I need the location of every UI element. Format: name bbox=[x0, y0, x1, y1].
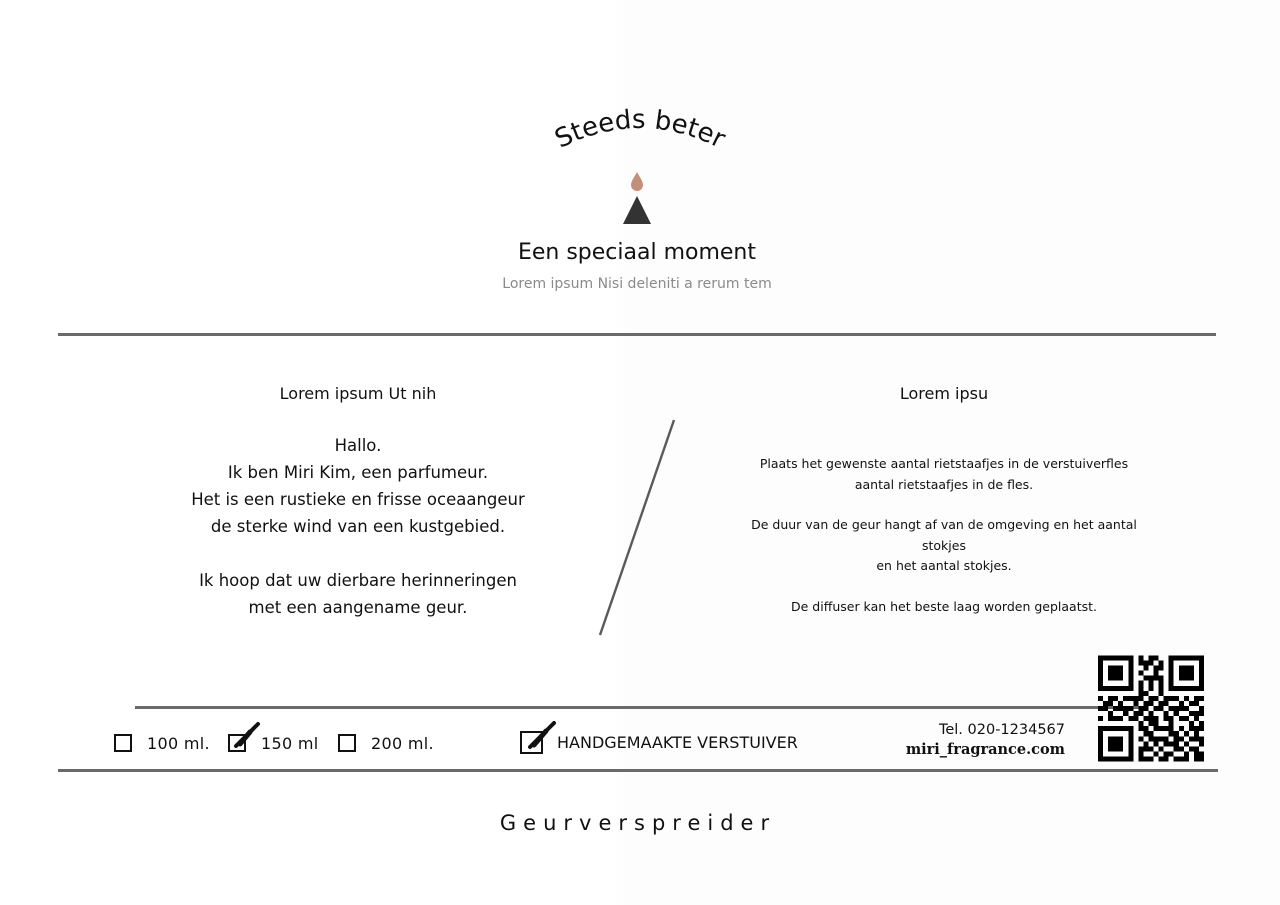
right-paragraph-1 bbox=[730, 454, 1158, 495]
qr-code[interactable] bbox=[1098, 655, 1204, 762]
option-150ml[interactable] bbox=[228, 731, 318, 755]
text-line: en het aantal stokjes. bbox=[876, 558, 1012, 573]
checkbox-handmade[interactable] bbox=[520, 731, 543, 754]
option-label: 200 ml. bbox=[371, 733, 434, 753]
text-line: De diffuser kan het beste laag worden geplaatst. bbox=[791, 598, 1097, 614]
arc-title-text: Steeds beter bbox=[550, 104, 730, 155]
option-100ml[interactable] bbox=[114, 731, 210, 755]
subline: Lorem ipsum Nisi deleniti a rerum tem bbox=[502, 276, 772, 292]
product-title: Geurverspreider bbox=[499, 811, 777, 835]
text-line: aantal rietstaafjes in de fles. bbox=[854, 476, 1034, 492]
right-paragraph-2 bbox=[730, 515, 1158, 577]
options-bottom-divider bbox=[58, 769, 1218, 772]
option-200ml[interactable] bbox=[338, 731, 434, 755]
headline: Een speciaal moment bbox=[517, 240, 757, 265]
diagonal-divider bbox=[595, 418, 680, 638]
options-top-divider bbox=[135, 706, 1140, 709]
checkmark-icon bbox=[232, 722, 262, 752]
left-column-title: Lorem ipsum Ut nih bbox=[279, 384, 437, 403]
website-link[interactable]: miri_fragrance.com bbox=[905, 741, 1065, 758]
checkbox-200ml[interactable] bbox=[338, 734, 356, 752]
text-line: Hallo. bbox=[334, 436, 382, 455]
arc-title bbox=[520, 92, 760, 172]
text-line: Ik ben Miri Kim, een parfumeur. bbox=[227, 463, 489, 482]
text-line: Ik hoop dat uw dierbare herinneringen bbox=[199, 571, 517, 590]
right-paragraph-3 bbox=[730, 597, 1158, 618]
option-handmade[interactable] bbox=[520, 730, 798, 754]
text-line: de sterke wind van een kustgebied. bbox=[210, 517, 506, 536]
checkmark-icon bbox=[526, 721, 556, 751]
right-column-title: Lorem ipsu bbox=[899, 384, 989, 403]
right-column-body bbox=[730, 454, 1158, 617]
telephone: Tel. 020-1234567 bbox=[938, 722, 1065, 738]
text-line: De duur van de geur hangt af van de omgeving en het aantal stokjes bbox=[751, 517, 1137, 553]
option-label: 100 ml. bbox=[147, 733, 210, 753]
triangle-icon bbox=[623, 196, 651, 224]
checkbox-150ml[interactable] bbox=[228, 734, 246, 752]
checkbox-100ml[interactable] bbox=[114, 734, 132, 752]
left-paragraph-2 bbox=[178, 567, 538, 621]
option-label: 150 ml bbox=[261, 733, 319, 753]
contact-block bbox=[860, 721, 1065, 759]
left-paragraph-1 bbox=[178, 432, 538, 540]
droplet-icon bbox=[630, 172, 644, 192]
text-line: Plaats het gewenste aantal rietstaafjes in de verstuiverfles bbox=[759, 456, 1129, 471]
option-label: HANDGEMAAKTE VERSTUIVER bbox=[557, 732, 798, 752]
text-line: met een aangename geur. bbox=[248, 598, 468, 617]
top-divider bbox=[58, 333, 1216, 336]
text-line: Het is een rustieke en frisse oceaangeur bbox=[191, 490, 525, 509]
left-column-body bbox=[178, 432, 538, 621]
